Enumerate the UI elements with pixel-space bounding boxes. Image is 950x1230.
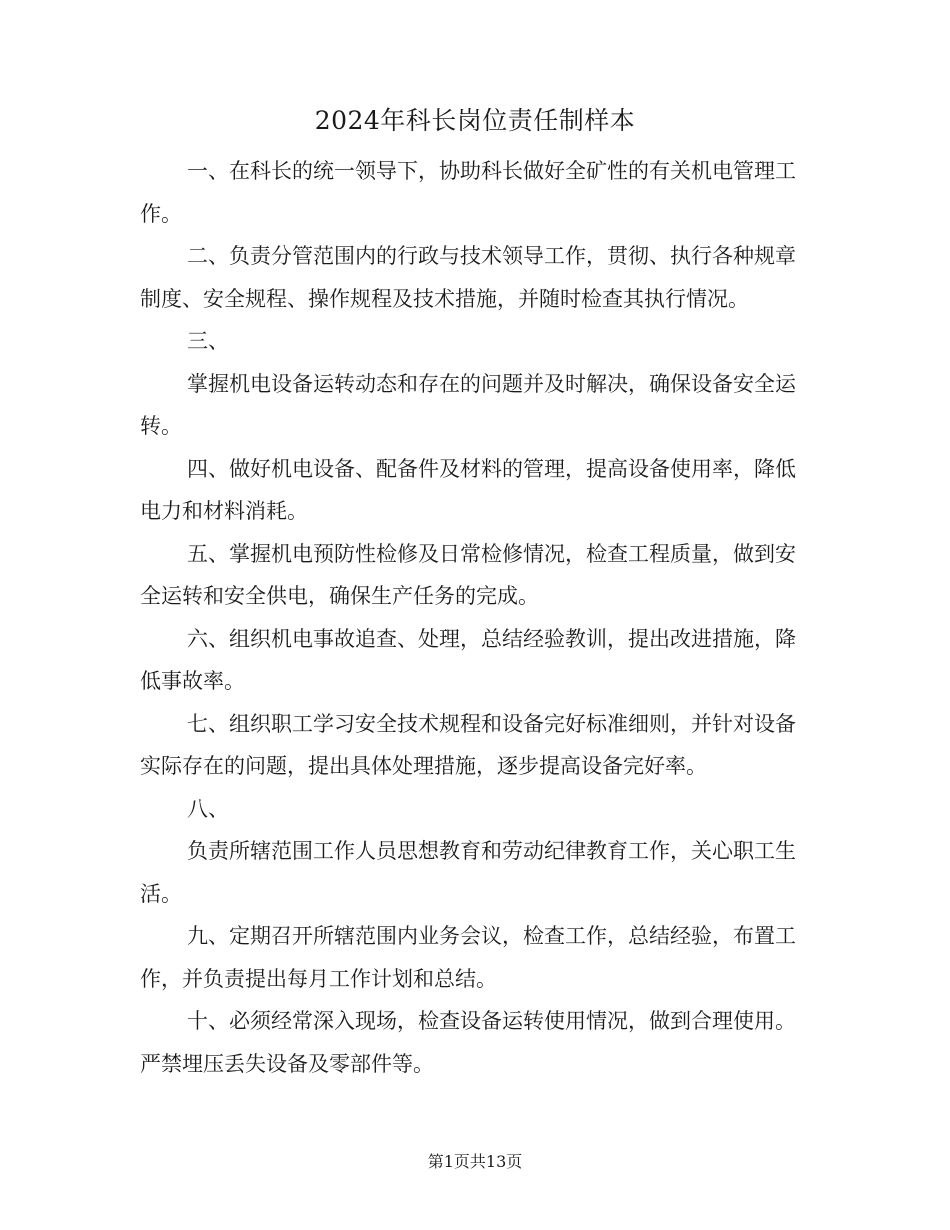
page-indicator: 第1页共13页 (427, 1152, 523, 1171)
paragraph-2: 二、负责分管范围内的行政与技术领导工作，贯彻、执行各种规章制度、安全规程、操作规程及技术措施，并随时检查其执行情况。 (140, 244, 796, 311)
paragraph-1: 一、在科长的统一领导下，协助科长做好全矿性的有关机电管理工作。 (140, 159, 796, 226)
paragraph-6: 六、组织机电事故追查、处理，总结经验教训，提出改进措施，降低事故率。 (140, 626, 796, 693)
paragraph-7: 七、组织职工学习安全技术规程和设备完好标准细则，并针对设备实际存在的问题，提出具体处理措施，逐步提高设备完好率。 (140, 711, 796, 778)
paragraph-9: 九、定期召开所辖范围内业务会议，检查工作，总结经验，布置工作，并负责提出每月工作计划和总结。 (140, 924, 796, 991)
paragraph-8-heading: 八、 (187, 796, 229, 821)
paragraph-5: 五、掌握机电预防性检修及日常检修情况，检查工程质量，做到安全运转和安全供电，确保生产任务的完成。 (140, 541, 796, 608)
document-title: 2024年科长岗位责任制样本 (314, 106, 636, 135)
paragraph-8: 负责所辖范围工作人员思想教育和劳动纪律教育工作，关心职工生活。 (140, 839, 796, 906)
paragraph-4: 四、做好机电设备、配备件及材料的管理，提高设备使用率，降低电力和材料消耗。 (140, 456, 796, 523)
paragraph-3: 掌握机电设备运转动态和存在的问题并及时解决，确保设备安全运转。 (140, 371, 796, 438)
paragraph-3-heading: 三、 (187, 329, 229, 353)
paragraph-10: 十、必须经常深入现场，检查设备运转使用情况，做到合理使用。严禁埋压丢失设备及零部件等。 (140, 1009, 796, 1076)
document-body (140, 150, 796, 1085)
